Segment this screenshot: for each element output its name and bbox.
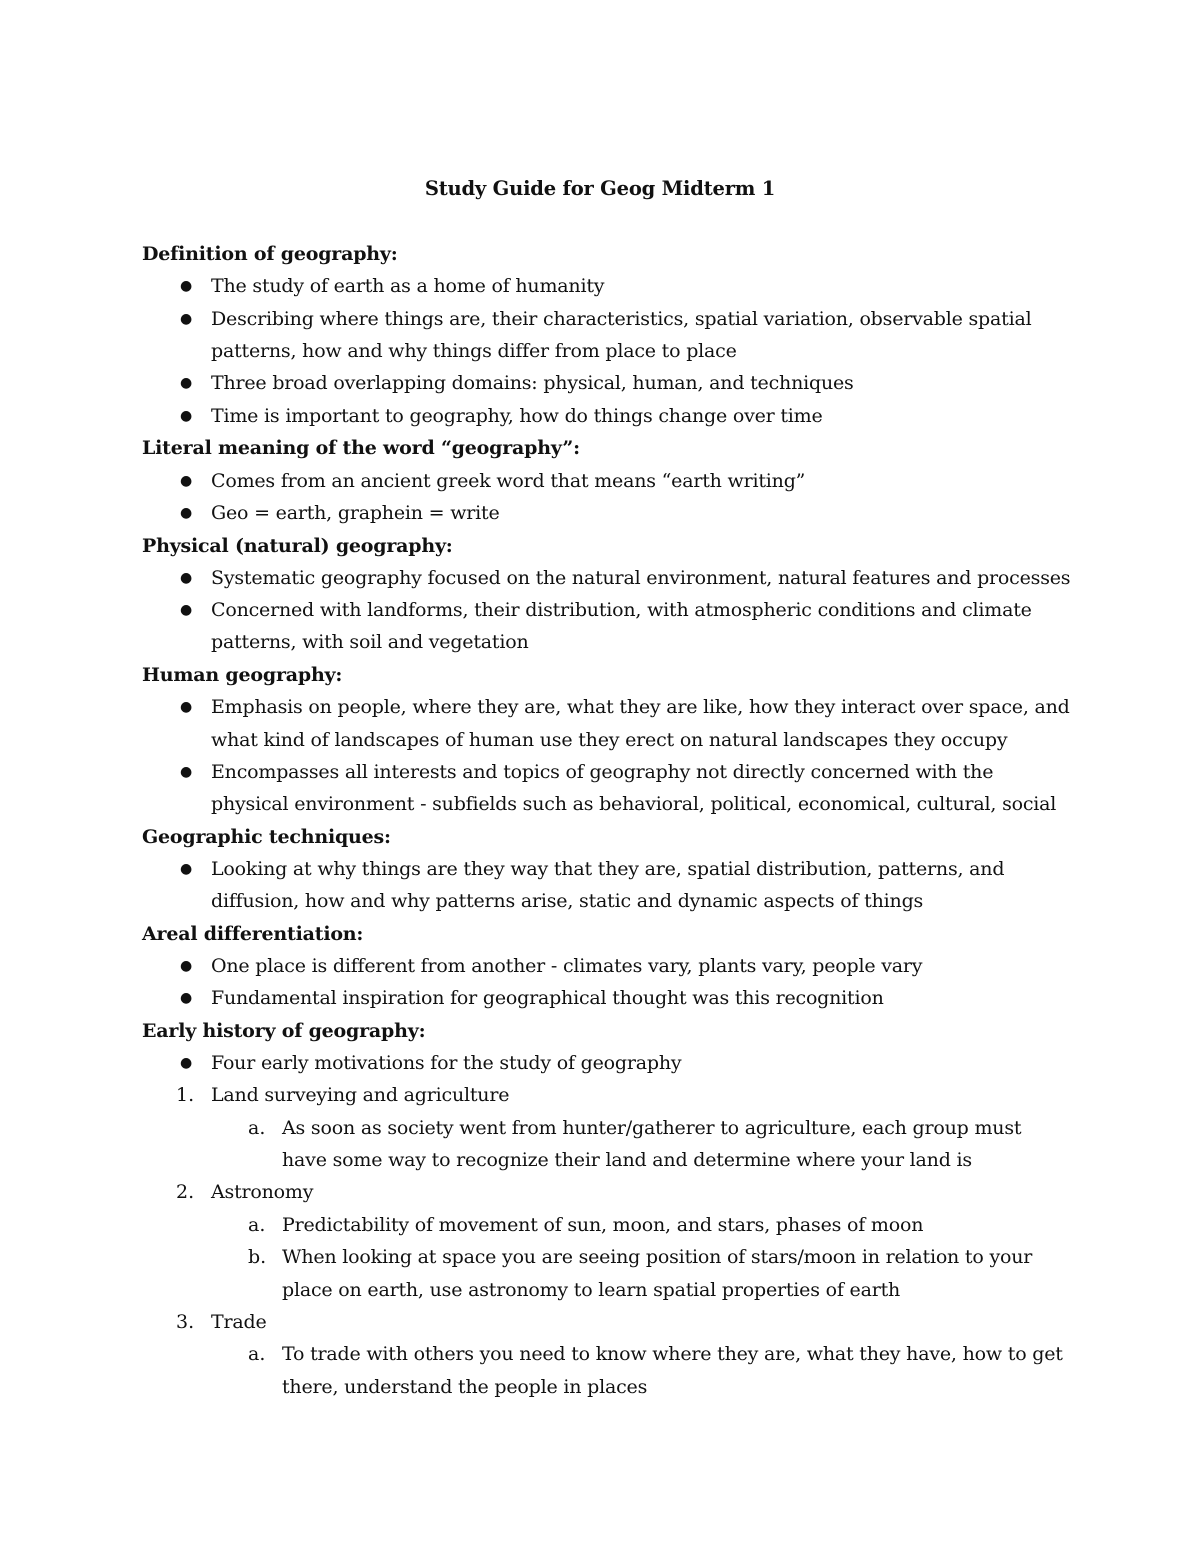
bullet-text: Geo = earth, graphein = write <box>211 502 500 524</box>
bullet-text: Emphasis on people, where they are, what they are like, how they interact over space, and <box>211 696 1070 718</box>
numbered-item-text: Astronomy <box>211 1181 314 1203</box>
bullet-text: Concerned with landforms, their distribution, with atmospheric conditions and climate <box>211 599 1032 621</box>
sub-item-text: As soon as society went from hunter/gatherer to agriculture, each group must <box>282 1117 1022 1139</box>
sub-item-text: When looking at space you are seeing position of stars/moon in relation to your <box>282 1246 1033 1268</box>
section-heading: Early history of geography: <box>142 1020 426 1042</box>
sub-item-text: To trade with others you need to know where they are, what they have, how to get <box>282 1343 1063 1365</box>
bullet-text-continued: what kind of landscapes of human use they erect on natural landscapes they occupy <box>211 729 1008 751</box>
numbered-item-text: Land surveying and agriculture <box>211 1084 510 1106</box>
bullet-text: One place is different from another - climates vary, plants vary, people vary <box>211 955 923 977</box>
bullet-text: Time is important to geography, how do things change over time <box>211 405 823 427</box>
bullet-icon: ● <box>180 570 193 586</box>
bullet-text: Systematic geography focused on the natural environment, natural features and processes <box>211 567 1071 589</box>
bullet-icon: ● <box>180 602 193 618</box>
bullet-text: Three broad overlapping domains: physical, human, and techniques <box>211 372 854 394</box>
bullet-icon: ● <box>180 764 193 780</box>
bullet-icon: ● <box>180 958 193 974</box>
bullet-text: Encompasses all interests and topics of geography not directly concerned with the <box>211 761 994 783</box>
list-letter: a. <box>248 1214 266 1236</box>
list-letter: a. <box>248 1343 266 1365</box>
section-heading: Physical (natural) geography: <box>142 535 453 557</box>
numbered-item-text: Trade <box>211 1311 267 1333</box>
bullet-icon: ● <box>180 473 193 489</box>
section-heading: Areal differentiation: <box>142 923 364 945</box>
section-heading: Human geography: <box>142 664 343 686</box>
section-heading: Geographic techniques: <box>142 826 391 848</box>
list-number: 3. <box>176 1311 195 1333</box>
bullet-icon: ● <box>180 375 193 391</box>
section-heading: Literal meaning of the word “geography”: <box>142 437 580 459</box>
bullet-icon: ● <box>180 311 193 327</box>
page-title: Study Guide for Geog Midterm 1 <box>424 177 776 200</box>
list-letter: a. <box>248 1117 266 1139</box>
bullet-icon: ● <box>180 278 193 294</box>
sub-item-text: Predictability of movement of sun, moon, and stars, phases of moon <box>282 1214 924 1236</box>
bullet-icon: ● <box>180 408 193 424</box>
section-heading: Definition of geography: <box>142 243 398 265</box>
bullet-text: Comes from an ancient greek word that means “earth writing” <box>211 470 806 492</box>
bullet-icon: ● <box>180 861 193 877</box>
bullet-icon: ● <box>180 699 193 715</box>
sub-item-text-continued: there, understand the people in places <box>282 1376 648 1398</box>
list-letter: b. <box>248 1246 267 1268</box>
list-number: 1. <box>176 1084 195 1106</box>
bullet-icon: ● <box>180 990 193 1006</box>
bullet-text-continued: patterns, how and why things differ from place to place <box>211 340 737 362</box>
bullet-icon: ● <box>180 1055 193 1071</box>
bullet-text-continued: patterns, with soil and vegetation <box>211 631 529 653</box>
list-number: 2. <box>176 1181 195 1203</box>
bullet-text-continued: diffusion, how and why patterns arise, static and dynamic aspects of things <box>211 890 924 912</box>
sub-item-text-continued: place on earth, use astronomy to learn spatial properties of earth <box>282 1279 901 1301</box>
sub-item-text-continued: have some way to recognize their land and determine where your land is <box>282 1149 972 1171</box>
bullet-text-continued: physical environment - subfields such as behavioral, political, economical, cultural, social <box>211 793 1057 815</box>
bullet-text: Looking at why things are they way that they are, spatial distribution, patterns, and <box>211 858 1005 880</box>
bullet-text: Fundamental inspiration for geographical thought was this recognition <box>211 987 884 1009</box>
bullet-icon: ● <box>180 505 193 521</box>
bullet-text: Describing where things are, their characteristics, spatial variation, observable spatial <box>211 308 1032 330</box>
bullet-text: Four early motivations for the study of geography <box>211 1052 682 1074</box>
bullet-text: The study of earth as a home of humanity <box>211 275 605 297</box>
